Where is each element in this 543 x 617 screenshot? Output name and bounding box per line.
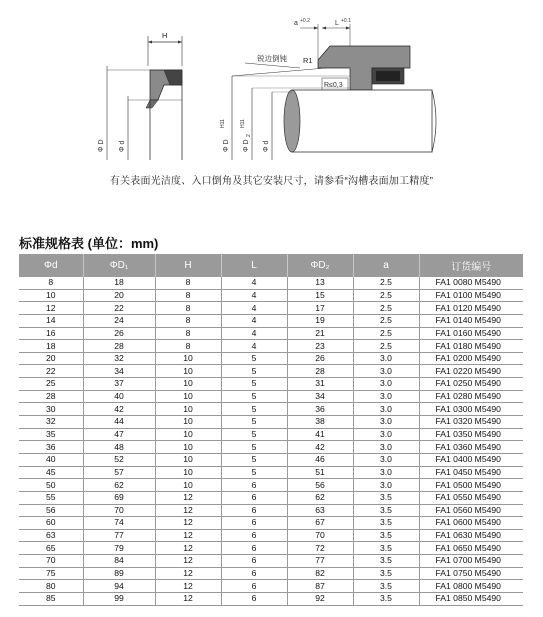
cell-order-no: FA1 0320 M5490 bbox=[419, 416, 523, 429]
table-row bbox=[19, 277, 523, 289]
cell-D2: 70 bbox=[287, 529, 353, 542]
cell-d: 25 bbox=[19, 378, 83, 391]
cell-L: 4 bbox=[221, 277, 287, 289]
col-header-order-no: 订货编号 bbox=[419, 254, 523, 277]
dim-phiD2-tolerance: H11 bbox=[240, 119, 246, 128]
groove-installation-view bbox=[220, 18, 436, 160]
cell-L: 4 bbox=[221, 340, 287, 353]
cell-order-no: FA1 0350 M5490 bbox=[419, 428, 523, 441]
cell-H: 12 bbox=[155, 555, 221, 568]
cell-d: 18 bbox=[19, 340, 83, 353]
cell-D1: 77 bbox=[83, 529, 155, 542]
col-header-D1: ΦD₁ bbox=[83, 254, 155, 277]
cell-d: 50 bbox=[19, 479, 83, 492]
radius-R1-label: R1 bbox=[303, 56, 313, 65]
cell-order-no: FA1 0200 M5490 bbox=[419, 352, 523, 365]
cell-D1: 52 bbox=[83, 453, 155, 466]
cell-H: 10 bbox=[155, 453, 221, 466]
cell-a: 3.0 bbox=[353, 352, 419, 365]
cell-D1: 48 bbox=[83, 441, 155, 454]
cell-D2: 26 bbox=[287, 352, 353, 365]
cell-H: 12 bbox=[155, 567, 221, 580]
cell-d: 60 bbox=[19, 517, 83, 530]
cell-D2: 46 bbox=[287, 453, 353, 466]
table-row bbox=[19, 416, 523, 429]
cell-D1: 74 bbox=[83, 517, 155, 530]
cell-L: 5 bbox=[221, 416, 287, 429]
dim-L-tolerance: +0.1 bbox=[341, 18, 351, 24]
surface-finish-note: 有关表面光洁度、入口倒角及其它安装尺寸，请参看“沟槽表面加工精度” bbox=[109, 176, 434, 187]
cell-d: 63 bbox=[19, 529, 83, 542]
cell-order-no: FA1 0300 M5490 bbox=[419, 403, 523, 416]
cell-D2: 77 bbox=[287, 555, 353, 568]
table-row bbox=[19, 365, 523, 378]
cell-H: 12 bbox=[155, 517, 221, 530]
cell-H: 10 bbox=[155, 466, 221, 479]
cell-a: 2.5 bbox=[353, 340, 419, 353]
cell-D2: 72 bbox=[287, 542, 353, 555]
cell-a: 3.5 bbox=[353, 529, 419, 542]
cell-D1: 28 bbox=[83, 340, 155, 353]
cell-L: 5 bbox=[221, 390, 287, 403]
cell-D1: 62 bbox=[83, 479, 155, 492]
cell-D2: 31 bbox=[287, 378, 353, 391]
cell-L: 4 bbox=[221, 327, 287, 340]
cell-a: 3.5 bbox=[353, 580, 419, 593]
dim-H-label: H bbox=[162, 31, 168, 40]
dim-L-label: L bbox=[335, 20, 339, 27]
cell-order-no: FA1 0450 M5490 bbox=[419, 466, 523, 479]
cell-D2: 17 bbox=[287, 302, 353, 315]
cell-d: 22 bbox=[19, 365, 83, 378]
cell-a: 3.0 bbox=[353, 428, 419, 441]
sharp-edge-note: 锐边倒钝 bbox=[257, 54, 287, 63]
cell-a: 3.0 bbox=[353, 390, 419, 403]
cell-d: 28 bbox=[19, 390, 83, 403]
cell-order-no: FA1 0560 M5490 bbox=[419, 504, 523, 517]
cell-order-no: FA1 0080 M5490 bbox=[419, 277, 523, 289]
cell-D2: 67 bbox=[287, 517, 353, 530]
cell-D1: 99 bbox=[83, 593, 155, 606]
cell-a: 3.5 bbox=[353, 517, 419, 530]
cell-order-no: FA1 0630 M5490 bbox=[419, 529, 523, 542]
cell-a: 3.5 bbox=[353, 491, 419, 504]
cell-L: 6 bbox=[221, 529, 287, 542]
cell-D1: 70 bbox=[83, 504, 155, 517]
cell-d: 55 bbox=[19, 491, 83, 504]
cell-D1: 79 bbox=[83, 542, 155, 555]
cell-a: 3.0 bbox=[353, 453, 419, 466]
table-row bbox=[19, 327, 523, 340]
cell-L: 5 bbox=[221, 441, 287, 454]
col-header-L: L bbox=[221, 254, 287, 277]
col-header-d: Φd bbox=[19, 254, 83, 277]
cell-D1: 26 bbox=[83, 327, 155, 340]
cell-H: 10 bbox=[155, 365, 221, 378]
cell-D1: 22 bbox=[83, 302, 155, 315]
cell-H: 8 bbox=[155, 314, 221, 327]
dim-a-tolerance: +0.2 bbox=[300, 18, 310, 24]
cell-order-no: FA1 0650 M5490 bbox=[419, 542, 523, 555]
cell-H: 12 bbox=[155, 542, 221, 555]
cell-d: 35 bbox=[19, 428, 83, 441]
cell-D2: 56 bbox=[287, 479, 353, 492]
cell-D2: 87 bbox=[287, 580, 353, 593]
cell-a: 3.0 bbox=[353, 466, 419, 479]
table-header-row bbox=[19, 254, 523, 277]
table-row bbox=[19, 302, 523, 315]
cell-L: 5 bbox=[221, 428, 287, 441]
cell-H: 10 bbox=[155, 403, 221, 416]
cell-L: 5 bbox=[221, 365, 287, 378]
cell-d: 45 bbox=[19, 466, 83, 479]
table-row bbox=[19, 580, 523, 593]
table-row bbox=[19, 453, 523, 466]
dim-phid-right-label: Φ d bbox=[263, 140, 270, 152]
cell-D2: 51 bbox=[287, 466, 353, 479]
cell-a: 3.5 bbox=[353, 567, 419, 580]
cell-D2: 21 bbox=[287, 327, 353, 340]
cell-H: 10 bbox=[155, 378, 221, 391]
cell-order-no: FA1 0550 M5490 bbox=[419, 491, 523, 504]
cell-D1: 32 bbox=[83, 352, 155, 365]
table-row bbox=[19, 529, 523, 542]
table-row bbox=[19, 428, 523, 441]
cell-a: 3.0 bbox=[353, 365, 419, 378]
cell-H: 10 bbox=[155, 479, 221, 492]
cell-L: 4 bbox=[221, 302, 287, 315]
cell-a: 2.5 bbox=[353, 277, 419, 289]
cell-d: 80 bbox=[19, 580, 83, 593]
cell-D2: 13 bbox=[287, 277, 353, 289]
dim-phiD1-tolerance: H11 bbox=[220, 119, 226, 128]
dim-a-label: a bbox=[294, 20, 298, 27]
cell-a: 3.5 bbox=[353, 504, 419, 517]
table-row bbox=[19, 542, 523, 555]
cell-order-no: FA1 0100 M5490 bbox=[419, 289, 523, 302]
table-row bbox=[19, 390, 523, 403]
cell-H: 10 bbox=[155, 441, 221, 454]
table-row bbox=[19, 555, 523, 568]
cell-order-no: FA1 0750 M5490 bbox=[419, 567, 523, 580]
cell-D1: 94 bbox=[83, 580, 155, 593]
cell-H: 12 bbox=[155, 504, 221, 517]
table-row bbox=[19, 314, 523, 327]
cell-order-no: FA1 0220 M5490 bbox=[419, 365, 523, 378]
cell-D1: 37 bbox=[83, 378, 155, 391]
cell-L: 5 bbox=[221, 378, 287, 391]
cell-D1: 69 bbox=[83, 491, 155, 504]
cell-a: 3.0 bbox=[353, 416, 419, 429]
cell-H: 8 bbox=[155, 289, 221, 302]
cell-d: 14 bbox=[19, 314, 83, 327]
cell-L: 5 bbox=[221, 352, 287, 365]
cell-order-no: FA1 0500 M5490 bbox=[419, 479, 523, 492]
table-row bbox=[19, 479, 523, 492]
cell-d: 36 bbox=[19, 441, 83, 454]
cell-order-no: FA1 0250 M5490 bbox=[419, 378, 523, 391]
cell-D2: 82 bbox=[287, 567, 353, 580]
cell-d: 70 bbox=[19, 555, 83, 568]
cell-D2: 38 bbox=[287, 416, 353, 429]
cell-L: 6 bbox=[221, 593, 287, 606]
cell-order-no: FA1 0360 M5490 bbox=[419, 441, 523, 454]
cell-d: 8 bbox=[19, 277, 83, 289]
cell-L: 4 bbox=[221, 289, 287, 302]
cell-D1: 89 bbox=[83, 567, 155, 580]
cell-order-no: FA1 0850 M5490 bbox=[419, 593, 523, 606]
cell-H: 10 bbox=[155, 428, 221, 441]
cell-order-no: FA1 0280 M5490 bbox=[419, 390, 523, 403]
cell-a: 3.5 bbox=[353, 555, 419, 568]
cell-order-no: FA1 0120 M5490 bbox=[419, 302, 523, 315]
cell-d: 40 bbox=[19, 453, 83, 466]
cell-L: 6 bbox=[221, 542, 287, 555]
cell-H: 12 bbox=[155, 529, 221, 542]
col-header-a: a bbox=[353, 254, 419, 277]
cell-D1: 47 bbox=[83, 428, 155, 441]
cell-H: 12 bbox=[155, 580, 221, 593]
cell-D1: 42 bbox=[83, 403, 155, 416]
cell-D2: 92 bbox=[287, 593, 353, 606]
table-row bbox=[19, 403, 523, 416]
cell-D2: 28 bbox=[287, 365, 353, 378]
cell-H: 12 bbox=[155, 593, 221, 606]
cell-d: 20 bbox=[19, 352, 83, 365]
dim-phiD-label: Φ D bbox=[98, 139, 105, 152]
cell-L: 6 bbox=[221, 517, 287, 530]
seal-cross-section bbox=[98, 31, 182, 160]
cell-L: 5 bbox=[221, 403, 287, 416]
cell-H: 10 bbox=[155, 390, 221, 403]
cell-d: 32 bbox=[19, 416, 83, 429]
cell-order-no: FA1 0160 M5490 bbox=[419, 327, 523, 340]
cell-H: 8 bbox=[155, 277, 221, 289]
table-row bbox=[19, 517, 523, 530]
table-title: 标准规格表 (单位：mm) bbox=[19, 236, 159, 251]
cell-L: 6 bbox=[221, 580, 287, 593]
dim-phiD1-label: Φ D bbox=[223, 139, 230, 152]
cell-a: 2.5 bbox=[353, 327, 419, 340]
cell-H: 10 bbox=[155, 416, 221, 429]
cell-D2: 36 bbox=[287, 403, 353, 416]
cell-a: 3.5 bbox=[353, 542, 419, 555]
table-row bbox=[19, 491, 523, 504]
cell-D2: 15 bbox=[287, 289, 353, 302]
cell-H: 10 bbox=[155, 352, 221, 365]
cell-a: 2.5 bbox=[353, 289, 419, 302]
cell-D2: 41 bbox=[287, 428, 353, 441]
dim-phid-label: Φ d bbox=[119, 140, 126, 152]
cell-D2: 34 bbox=[287, 390, 353, 403]
table-row bbox=[19, 340, 523, 353]
cell-H: 12 bbox=[155, 491, 221, 504]
cell-D1: 18 bbox=[83, 277, 155, 289]
cell-L: 6 bbox=[221, 567, 287, 580]
cell-a: 3.0 bbox=[353, 441, 419, 454]
cell-d: 12 bbox=[19, 302, 83, 315]
cell-D1: 24 bbox=[83, 314, 155, 327]
cell-d: 85 bbox=[19, 593, 83, 606]
cell-d: 65 bbox=[19, 542, 83, 555]
cell-order-no: FA1 0600 M5490 bbox=[419, 517, 523, 530]
cell-a: 3.0 bbox=[353, 378, 419, 391]
table-row bbox=[19, 289, 523, 302]
table-row bbox=[19, 466, 523, 479]
cell-d: 16 bbox=[19, 327, 83, 340]
cell-D2: 23 bbox=[287, 340, 353, 353]
table-row bbox=[19, 441, 523, 454]
cell-L: 6 bbox=[221, 504, 287, 517]
cell-order-no: FA1 0800 M5490 bbox=[419, 580, 523, 593]
cell-L: 6 bbox=[221, 491, 287, 504]
cell-D1: 34 bbox=[83, 365, 155, 378]
cell-L: 6 bbox=[221, 479, 287, 492]
cell-D1: 20 bbox=[83, 289, 155, 302]
cell-a: 3.0 bbox=[353, 479, 419, 492]
cell-a: 2.5 bbox=[353, 302, 419, 315]
radius-R-label: R≤0,3 bbox=[324, 82, 343, 89]
cell-H: 8 bbox=[155, 327, 221, 340]
cell-a: 2.5 bbox=[353, 314, 419, 327]
cell-d: 75 bbox=[19, 567, 83, 580]
cell-order-no: FA1 0140 M5490 bbox=[419, 314, 523, 327]
cell-D1: 84 bbox=[83, 555, 155, 568]
cell-D1: 40 bbox=[83, 390, 155, 403]
col-header-H: H bbox=[155, 254, 221, 277]
dim-phiD2-label: Φ D bbox=[243, 139, 250, 152]
cell-D1: 57 bbox=[83, 466, 155, 479]
cell-H: 8 bbox=[155, 302, 221, 315]
cell-L: 4 bbox=[221, 314, 287, 327]
seal-installation-drawing bbox=[0, 0, 543, 170]
cell-L: 5 bbox=[221, 466, 287, 479]
table-row bbox=[19, 378, 523, 391]
col-header-D2: ΦD₂ bbox=[287, 254, 353, 277]
cell-D2: 63 bbox=[287, 504, 353, 517]
cell-L: 5 bbox=[221, 453, 287, 466]
cell-order-no: FA1 0180 M5490 bbox=[419, 340, 523, 353]
cell-d: 10 bbox=[19, 289, 83, 302]
cell-L: 6 bbox=[221, 555, 287, 568]
cell-order-no: FA1 0700 M5490 bbox=[419, 555, 523, 568]
table-row bbox=[19, 567, 523, 580]
cell-D2: 42 bbox=[287, 441, 353, 454]
cell-H: 8 bbox=[155, 340, 221, 353]
dim-phiD2-subscript: 2 bbox=[246, 134, 252, 137]
cell-order-no: FA1 0400 M5490 bbox=[419, 453, 523, 466]
cell-a: 3.5 bbox=[353, 593, 419, 606]
cell-D1: 44 bbox=[83, 416, 155, 429]
cell-d: 30 bbox=[19, 403, 83, 416]
table-row bbox=[19, 352, 523, 365]
cell-D2: 62 bbox=[287, 491, 353, 504]
table-row bbox=[19, 504, 523, 517]
cell-a: 3.0 bbox=[353, 403, 419, 416]
spec-table bbox=[19, 254, 523, 606]
cell-d: 56 bbox=[19, 504, 83, 517]
table-row bbox=[19, 593, 523, 606]
cell-D2: 19 bbox=[287, 314, 353, 327]
